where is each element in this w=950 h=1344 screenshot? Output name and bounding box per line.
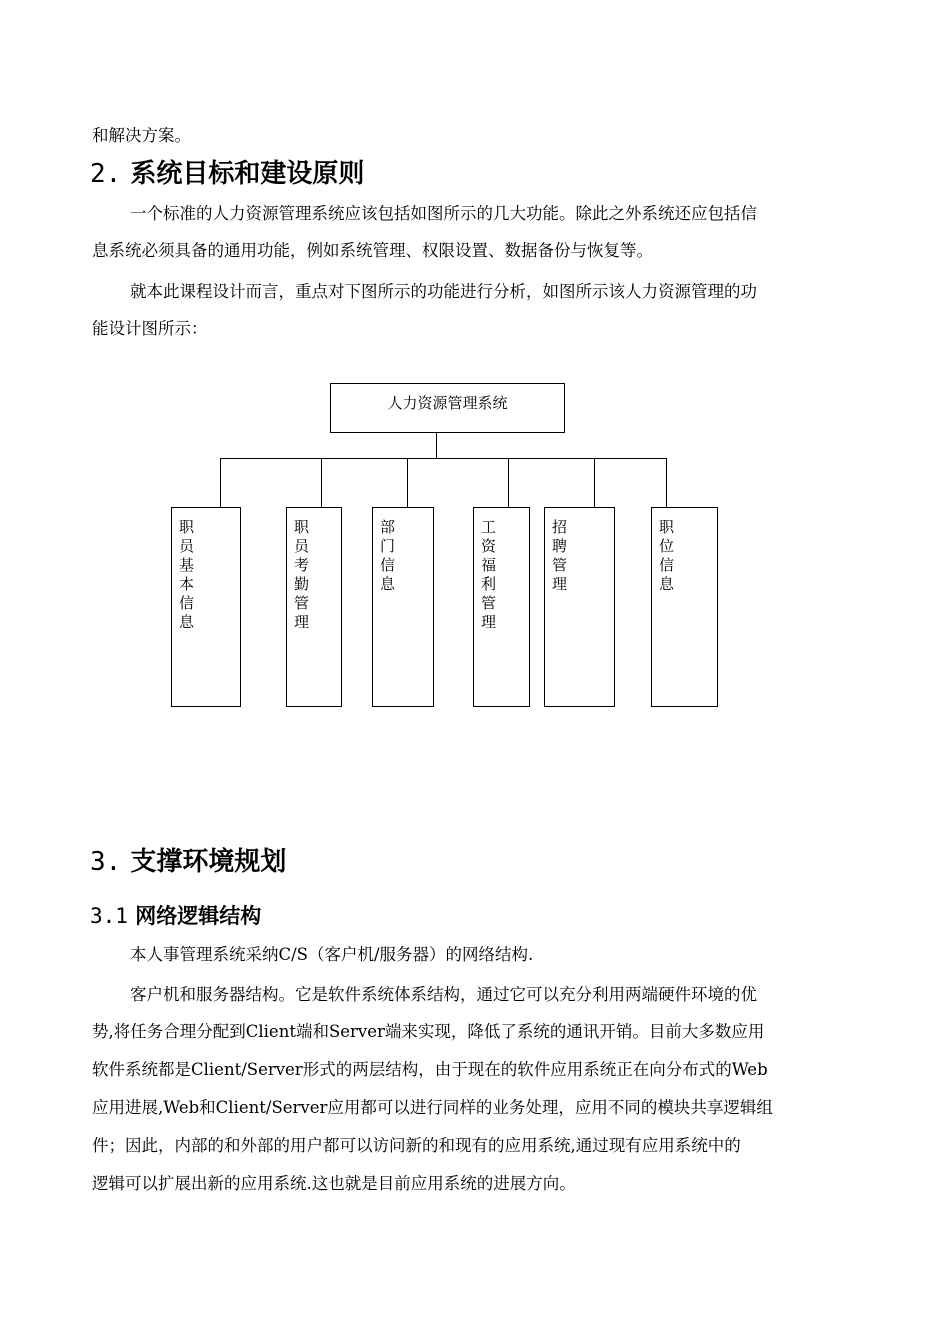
heading-number: 2.	[90, 159, 122, 189]
paragraph-line: 就本此课程设计而言，重点对下图所示的功能进行分析，如图所示该人力资源管理的功	[130, 282, 757, 301]
heading-number: 3.1	[90, 904, 128, 928]
paragraph-line: 息系统必须具备的通用功能，例如系统管理、权限设置、数据备份与恢复等。	[92, 241, 653, 260]
diagram-node-label: 职位信息	[659, 518, 675, 593]
diagram-node-label: 工资福利管理	[481, 518, 497, 631]
connector-line	[220, 458, 666, 459]
diagram-node-label: 部门信息	[380, 518, 396, 593]
heading-text: 系统目标和建设原则	[130, 159, 365, 189]
diagram-node	[171, 507, 241, 707]
diagram-node	[544, 507, 615, 707]
diagram-node	[473, 507, 530, 707]
connector-line	[220, 458, 221, 507]
paragraph-line: 势,将任务合理分配到Client端和Server端来实现，降低了系统的通讯开销。目前大多数应用	[92, 1022, 765, 1041]
connector-line	[321, 458, 322, 507]
connector-line	[508, 458, 509, 507]
diagram-node-label: 职员考勤管理	[294, 518, 310, 631]
paragraph-line: 软件系统都是Client/Server形式的两层结构，由于现在的软件应用系统正在向分布式的Web	[92, 1060, 768, 1079]
section-heading-2	[90, 158, 364, 190]
paragraph-line: 一个标准的人力资源管理系统应该包括如图所示的几大功能。除此之外系统还应包括信	[130, 204, 757, 223]
heading-text: 网络逻辑结构	[135, 904, 262, 928]
connector-line	[407, 458, 408, 507]
heading-number: 3.	[90, 847, 122, 877]
diagram-root-node	[330, 383, 565, 433]
diagram-node-label: 招聘管理	[552, 518, 568, 593]
diagram-node	[372, 507, 434, 707]
diagram-root-label: 人力资源管理系统	[387, 394, 508, 412]
paragraph-line: 本人事管理系统采纳C/S（客户机/服务器）的网络结构.	[130, 945, 534, 964]
section-heading-3	[90, 846, 286, 878]
paragraph-line: 件；因此，内部的和外部的用户都可以访问新的和现有的应用系统,通过现有应用系统中的	[92, 1136, 741, 1155]
connector-line	[666, 458, 667, 507]
paragraph-line: 逻辑可以扩展出新的应用系统.这也就是目前应用系统的进展方向。	[92, 1174, 576, 1193]
diagram-node	[286, 507, 342, 707]
diagram-node-label: 职员基本信息	[179, 518, 195, 631]
paragraph-line: 和解决方案。	[92, 126, 191, 145]
diagram-node	[651, 507, 718, 707]
heading-text: 支撑环境规划	[130, 847, 287, 877]
paragraph-line: 能设计图所示：	[92, 319, 208, 338]
connector-line	[594, 458, 595, 507]
paragraph-line: 应用进展,Web和Client/Server应用都可以进行同样的业务处理，应用不同的模块共享逻辑组	[92, 1098, 773, 1117]
subsection-heading-3-1	[90, 902, 261, 930]
connector-line	[436, 433, 437, 458]
paragraph-line: 客户机和服务器结构。它是软件系统体系结构，通过它可以充分利用两端硬件环境的优	[130, 985, 757, 1004]
